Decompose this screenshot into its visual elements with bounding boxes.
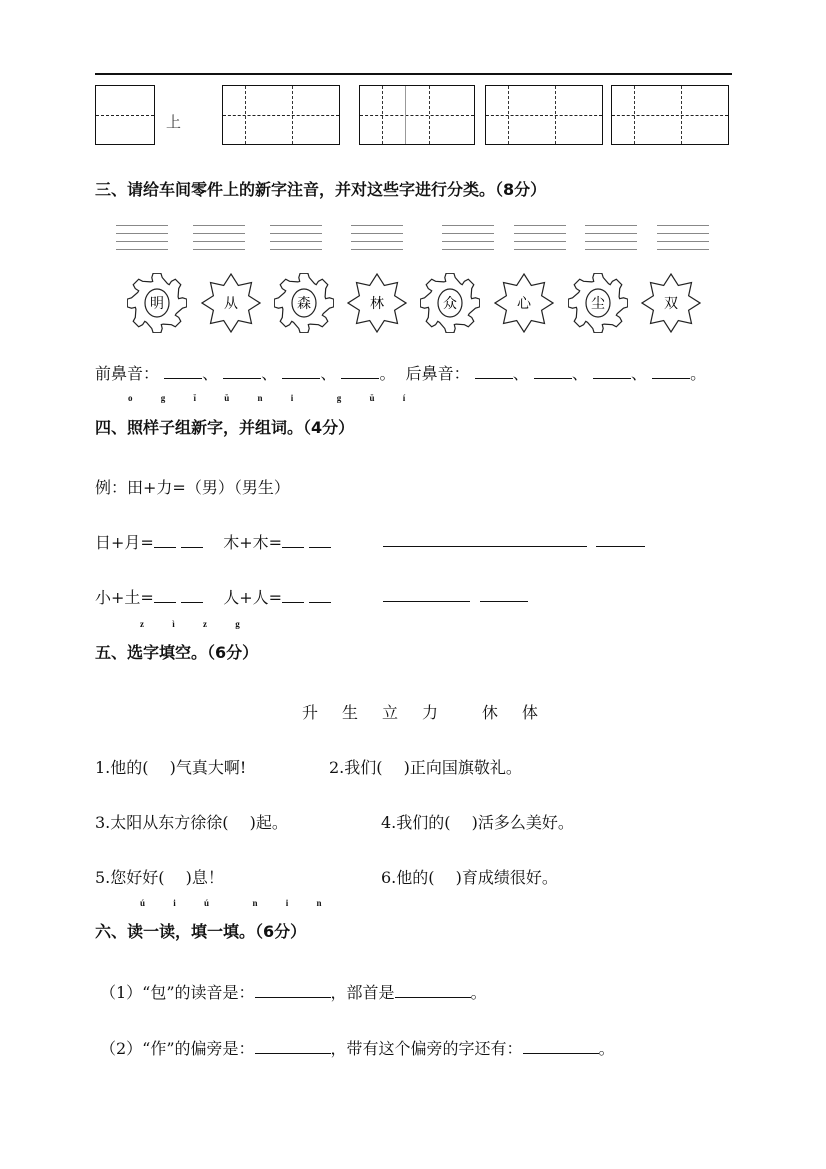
back-nasal-label: 后鼻音： [405,364,470,383]
fill-item: 4.我们的( )活多么美好。 [381,813,574,832]
blank[interactable] [341,362,379,379]
section-6-title: 六、读一读，填一填。（6分） [95,922,307,941]
blank[interactable] [534,362,572,379]
blank[interactable] [593,362,631,379]
question-2: （2）“作”的偏旁是： ，带有这个偏旁的字还有： 。 [100,1039,615,1058]
gear-char: 从 [224,296,238,312]
compose-row: 日+月= 木+木= [95,530,331,553]
example: 例：田+力=（男）（男生） [95,478,290,497]
blank[interactable] [181,586,203,603]
blank[interactable] [475,362,513,379]
gear-char: 双 [664,296,678,312]
section-5-title: 五、选字填空。（6分） [95,643,259,662]
blank[interactable] [255,1037,331,1054]
star-part-icon [347,273,407,333]
char-label: 上 [166,113,182,131]
blank[interactable] [164,362,202,379]
writing-box [485,85,603,145]
fill-item: 5.您好好( )息！ [95,868,224,887]
blank[interactable] [181,531,203,548]
gear-char: 尘 [591,296,605,312]
nasal-answer-row: 前鼻音： 、 、 、 。 后鼻音： 、 、 、 。 [95,364,707,383]
blank[interactable] [154,531,176,548]
pinyin-writing-lines[interactable] [514,225,566,257]
word-blank[interactable] [383,585,470,602]
gear-char: 明 [150,296,164,312]
blank[interactable] [282,362,320,379]
writing-box [611,85,729,145]
blank[interactable] [395,981,471,998]
pinyin-annotation: o g ĭ ŭ n i g ŭ í [128,393,419,403]
pinyin-writing-lines[interactable] [442,225,494,257]
fill-item: 3.太阳从东方徐徐( )起。 [95,813,288,832]
blank[interactable] [223,362,261,379]
blank[interactable] [282,586,304,603]
fill-item: 6.他的( )育成绩很好。 [381,868,558,887]
top-rule [95,73,732,75]
blank[interactable] [523,1037,599,1054]
pinyin-writing-lines[interactable] [585,225,637,257]
section-3-title: 三、请给车间零件上的新字注音，并对这些字进行分类。（8分） [95,180,547,199]
writing-box [359,85,475,145]
gear-part-icon [568,273,628,333]
gear-char: 林 [370,296,384,312]
front-nasal-label: 前鼻音： [95,364,160,383]
pinyin-writing-lines[interactable] [193,225,245,257]
blank[interactable] [652,362,690,379]
fill-item: 2.我们( )正向国旗敬礼。 [329,758,522,777]
compose-row: 小+土= 人+人= [95,585,331,608]
blank[interactable] [154,586,176,603]
gear-char: 森 [297,296,311,312]
writing-box [222,85,340,145]
pinyin-annotation: ú i ú n i n [140,898,335,908]
pinyin-writing-lines[interactable] [351,225,403,257]
question-1: （1）“包”的读音是： ，部首是 。 [100,983,487,1002]
pinyin-annotation: z ì z g [140,619,253,629]
word-blank[interactable] [596,530,645,547]
pinyin-writing-lines[interactable] [657,225,709,257]
char-options: 升 生 立 力 休 体 [302,703,543,722]
blank[interactable] [255,981,331,998]
writing-box [95,85,155,145]
star-part-icon [641,273,701,333]
pinyin-writing-lines[interactable] [116,225,168,257]
section-4-title: 四、照样子组新字，并组词。（4分） [95,418,355,437]
star-part-icon [201,273,261,333]
gear-part-icon [274,273,334,333]
word-blank[interactable] [480,585,528,602]
gear-char: 众 [443,296,457,312]
pinyin-writing-lines[interactable] [270,225,322,257]
blank[interactable] [309,531,331,548]
fill-item: 1.他的( )气真大啊! [95,758,247,777]
gear-part-icon [127,273,187,333]
word-blank[interactable] [383,530,587,547]
blank[interactable] [309,586,331,603]
gear-char: 心 [517,296,531,312]
star-part-icon [494,273,554,333]
gear-part-icon [420,273,480,333]
blank[interactable] [282,531,304,548]
